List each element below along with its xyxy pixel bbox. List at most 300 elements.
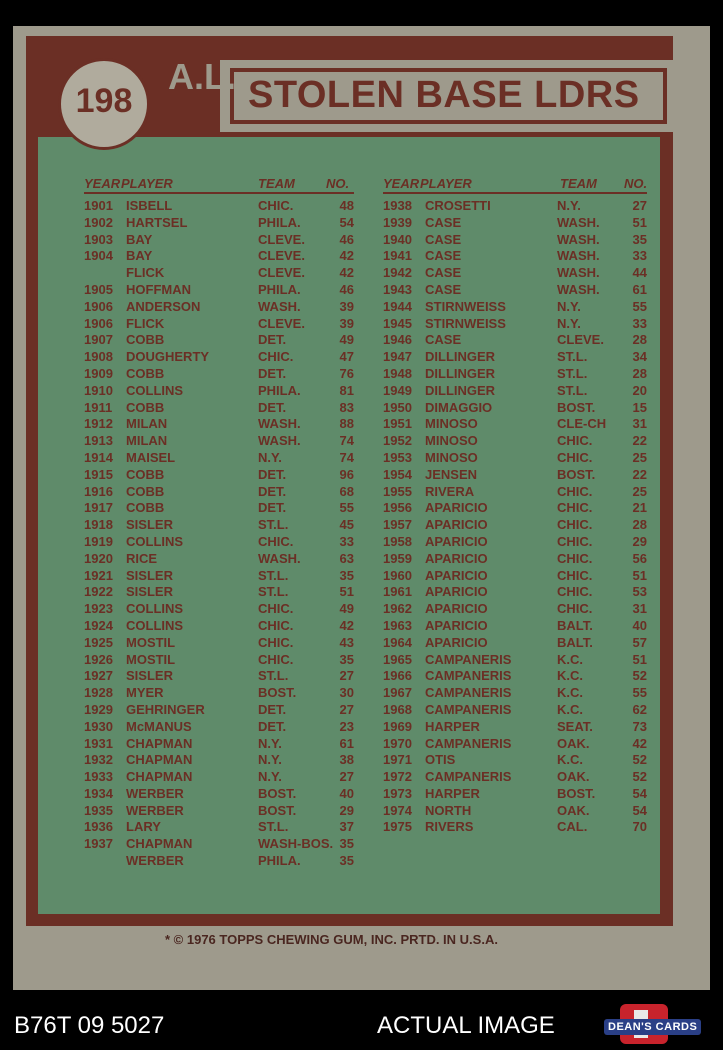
cell-team: K.C. (557, 668, 583, 684)
cell-team: CHIC. (557, 500, 593, 516)
deans-cards-logo-text: DEAN'S CARDS (604, 1019, 701, 1035)
cell-team: DET. (258, 399, 287, 415)
cell-team: N.Y. (258, 449, 282, 465)
table-row (84, 416, 354, 433)
cell-player: APARICIO (425, 601, 488, 617)
header-team-left: TEAM (258, 176, 295, 191)
cell-year: 1919 (84, 533, 113, 549)
cell-team: WASH. (557, 214, 600, 230)
cell-no: 35 (339, 853, 354, 869)
cell-player: COLLINS (126, 382, 184, 398)
cell-year: 1929 (84, 701, 113, 717)
cell-player: RIVERA (425, 483, 475, 499)
cell-team: DET. (258, 483, 287, 499)
cell-no: 48 (339, 198, 354, 213)
table-row (383, 803, 647, 820)
cell-no: 53 (632, 584, 647, 600)
cell-team: BOST. (258, 802, 297, 818)
cell-team: CHIC. (258, 198, 294, 213)
cell-player: RICE (126, 550, 158, 566)
cell-player: CAMPANERIS (425, 701, 512, 717)
cell-year: 1948 (383, 365, 412, 381)
cell-no: 40 (632, 617, 647, 633)
cell-team: DET. (258, 466, 287, 482)
table-row (383, 467, 647, 484)
cell-player: CASE (425, 265, 462, 281)
cell-player: SISLER (126, 668, 173, 684)
cell-player: GEHRINGER (126, 701, 205, 717)
cell-team: N.Y. (258, 769, 282, 785)
cell-player: COLLINS (126, 617, 184, 633)
cell-no: 37 (339, 819, 354, 835)
cell-no: 51 (632, 567, 647, 583)
cell-team: CHIC. (258, 634, 294, 650)
cell-year: 1971 (383, 752, 412, 768)
cell-player: FLICK (126, 315, 165, 331)
table-row (84, 450, 354, 467)
cell-no: 70 (632, 819, 647, 835)
cell-no: 51 (339, 584, 354, 600)
cell-year: 1943 (383, 281, 412, 297)
table-row (84, 752, 354, 769)
cell-year: 1924 (84, 617, 113, 633)
cell-no: 39 (339, 315, 354, 331)
table-row (383, 299, 647, 316)
table-row (383, 198, 647, 215)
cell-team: CLEVE. (557, 332, 604, 348)
cell-no: 25 (632, 483, 647, 499)
cell-year: 1964 (383, 634, 412, 650)
cell-year: 1955 (383, 483, 412, 499)
table-row (383, 500, 647, 517)
table-row (84, 198, 354, 215)
cell-team: BALT. (557, 617, 593, 633)
cell-no: 21 (632, 500, 647, 516)
cell-player: CHAPMAN (126, 752, 193, 768)
cell-player: DILLINGER (425, 349, 496, 365)
table-row (383, 668, 647, 685)
league-label: A.L. (168, 56, 236, 97)
cell-year: 1912 (84, 416, 113, 432)
cell-player: APARICIO (425, 617, 488, 633)
cell-team: PHILA. (258, 281, 301, 297)
table-row (383, 702, 647, 719)
cell-year: 1935 (84, 802, 113, 818)
cell-year: 1950 (383, 399, 412, 415)
table-row (84, 500, 354, 517)
cell-player: CHAPMAN (126, 836, 193, 852)
cell-year: 1932 (84, 752, 113, 768)
cell-no: 20 (632, 382, 647, 398)
table-row (383, 736, 647, 753)
cell-year: 1923 (84, 601, 113, 617)
cell-no: 49 (339, 601, 354, 617)
cell-team: PHILA. (258, 382, 301, 398)
cell-year: 1947 (383, 349, 412, 365)
table-row (383, 786, 647, 803)
table-row (383, 752, 647, 769)
cell-player: COBB (126, 466, 165, 482)
cell-team: CLEVE. (258, 248, 305, 264)
cell-player: CAMPANERIS (425, 769, 512, 785)
cell-no: 74 (339, 449, 354, 465)
cell-year: 1957 (383, 517, 412, 533)
cell-player: SISLER (126, 567, 173, 583)
cell-year: 1921 (84, 567, 113, 583)
table-row (84, 702, 354, 719)
cell-team: WASH. (258, 416, 301, 432)
cell-no: 22 (632, 433, 647, 449)
cell-year: 1949 (383, 382, 412, 398)
table-row (84, 618, 354, 635)
cell-no: 61 (632, 281, 647, 297)
cell-player: STIRNWEISS (425, 315, 506, 331)
cell-year: 1938 (383, 198, 412, 213)
cell-team: N.Y. (557, 198, 581, 213)
cell-year: 1975 (383, 819, 412, 835)
cell-player: COLLINS (126, 601, 184, 617)
cell-team: K.C. (557, 651, 583, 667)
cell-player: MILAN (126, 416, 168, 432)
cell-team: WASH. (557, 265, 600, 281)
cell-year: 1934 (84, 785, 113, 801)
cell-team: DET. (258, 500, 287, 516)
cell-year: 1914 (84, 449, 113, 465)
cell-player: CAMPANERIS (425, 668, 512, 684)
cell-team: DET. (258, 718, 287, 734)
cell-team: CHIC. (557, 584, 593, 600)
cell-no: 83 (339, 399, 354, 415)
cell-no: 52 (632, 752, 647, 768)
table-row (84, 215, 354, 232)
cell-player: COBB (126, 500, 165, 516)
cell-player: APARICIO (425, 517, 488, 533)
cell-team: CHIC. (258, 617, 294, 633)
cell-no: 27 (632, 198, 647, 213)
table-row (383, 282, 647, 299)
cell-no: 38 (339, 752, 354, 768)
cell-player: WERBER (126, 853, 184, 869)
cell-player: SISLER (126, 584, 173, 600)
cell-year: 1917 (84, 500, 113, 516)
cell-year: 1925 (84, 634, 113, 650)
cell-player: BAY (126, 231, 153, 247)
table-row (383, 819, 647, 836)
cell-player: COLLINS (126, 533, 184, 549)
cell-no: 42 (339, 248, 354, 264)
cell-no: 31 (632, 601, 647, 617)
cell-team: CHIC. (258, 533, 294, 549)
cell-no: 47 (339, 349, 354, 365)
header-no-left: NO. (326, 176, 350, 191)
cell-no: 57 (632, 634, 647, 650)
cell-team: CHIC. (557, 567, 593, 583)
cell-team: K.C. (557, 701, 583, 717)
right-leader-list (383, 198, 647, 836)
cell-player: CASE (425, 248, 462, 264)
table-row (383, 551, 647, 568)
cell-player: CAMPANERIS (425, 685, 512, 701)
cell-team: DET. (258, 332, 287, 348)
cell-year: 1939 (383, 214, 412, 230)
header-team-right: TEAM (560, 176, 597, 191)
cell-no: 27 (339, 701, 354, 717)
cell-team: CHIC. (557, 533, 593, 549)
table-row (84, 786, 354, 803)
cell-team: PHILA. (258, 214, 301, 230)
table-row (84, 635, 354, 652)
cell-no: 35 (632, 231, 647, 247)
cell-no: 35 (339, 567, 354, 583)
cell-player: COBB (126, 332, 165, 348)
cell-year: 1907 (84, 332, 113, 348)
cell-team: CHIC. (557, 449, 593, 465)
cell-no: 44 (632, 265, 647, 281)
cell-no: 42 (339, 265, 354, 281)
cell-team: WASH-BOS. (258, 836, 334, 852)
cell-player: ANDERSON (126, 298, 201, 314)
cell-year: 1960 (383, 567, 412, 583)
cell-team: BALT. (557, 634, 593, 650)
cell-no: 23 (339, 718, 354, 734)
cell-no: 39 (339, 298, 354, 314)
table-row (84, 736, 354, 753)
cell-year: 1941 (383, 248, 412, 264)
table-row (84, 517, 354, 534)
cell-team: CHIC. (557, 550, 593, 566)
cell-year: 1915 (84, 466, 113, 482)
table-row (84, 819, 354, 836)
cell-team: CHIC. (258, 349, 294, 365)
cell-year: 1972 (383, 769, 412, 785)
cell-player: MINOSO (425, 433, 478, 449)
cell-no: 74 (339, 433, 354, 449)
copyright-footer: * © 1976 TOPPS CHEWING GUM, INC. PRTD. IN U.S.A. (165, 932, 498, 947)
cell-player: CHAPMAN (126, 769, 193, 785)
cell-team: CAL. (557, 819, 588, 835)
table-row (383, 652, 647, 669)
cell-team: OAK. (557, 802, 590, 818)
table-row (383, 433, 647, 450)
cell-no: 33 (339, 533, 354, 549)
cell-player: MOSTIL (126, 634, 176, 650)
cell-year: 1937 (84, 836, 113, 852)
cell-no: 54 (632, 785, 647, 801)
cell-team: BOST. (258, 785, 297, 801)
table-row (383, 601, 647, 618)
table-row (383, 316, 647, 333)
cell-team: OAK. (557, 735, 590, 751)
cell-no: 28 (632, 332, 647, 348)
table-row (84, 383, 354, 400)
table-row (383, 450, 647, 467)
cell-player: CASE (425, 332, 462, 348)
cell-no: 33 (632, 248, 647, 264)
cell-team: OAK. (557, 769, 590, 785)
cell-no: 62 (632, 701, 647, 717)
cell-player: WERBER (126, 785, 184, 801)
header-year-left: YEAR (84, 176, 121, 191)
table-row (383, 584, 647, 601)
cell-player: WERBER (126, 802, 184, 818)
cell-team: N.Y. (557, 298, 581, 314)
table-row (84, 467, 354, 484)
cell-player: APARICIO (425, 500, 488, 516)
cell-no: 27 (339, 668, 354, 684)
cell-player: MAISEL (126, 449, 176, 465)
cell-team: K.C. (557, 685, 583, 701)
cell-year: 1942 (383, 265, 412, 281)
cell-team: ST.L. (557, 382, 588, 398)
cell-year: 1963 (383, 617, 412, 633)
cell-player: McMANUS (126, 718, 192, 734)
table-row (84, 400, 354, 417)
cell-no: 52 (632, 668, 647, 684)
cell-player: OTIS (425, 752, 456, 768)
cell-year: 1909 (84, 365, 113, 381)
cell-no: 68 (339, 483, 354, 499)
cell-no: 28 (632, 517, 647, 533)
cell-year: 1969 (383, 718, 412, 734)
table-row (383, 400, 647, 417)
cell-player: COBB (126, 399, 165, 415)
cell-year: 1920 (84, 550, 113, 566)
table-row (84, 803, 354, 820)
cell-year: 1926 (84, 651, 113, 667)
cell-team: ST.L. (258, 517, 289, 533)
cell-player: HARPER (425, 785, 480, 801)
cell-team: BOST. (557, 399, 596, 415)
cell-player: APARICIO (425, 567, 488, 583)
cell-player: SISLER (126, 517, 173, 533)
cell-team: WASH. (258, 298, 301, 314)
cell-player: APARICIO (425, 584, 488, 600)
cell-no: 30 (339, 685, 354, 701)
cell-year: 1945 (383, 315, 412, 331)
cell-player: MYER (126, 685, 164, 701)
cell-no: 55 (339, 500, 354, 516)
cell-team: N.Y. (557, 315, 581, 331)
cell-year: 1933 (84, 769, 113, 785)
cell-player: DOUGHERTY (126, 349, 210, 365)
cell-year: 1918 (84, 517, 113, 533)
card-number: 198 (75, 82, 133, 120)
cell-player: ISBELL (126, 198, 173, 213)
cell-no: 45 (339, 517, 354, 533)
cell-no: 22 (632, 466, 647, 482)
cell-player: STIRNWEISS (425, 298, 506, 314)
cell-no: 81 (339, 382, 354, 398)
cell-team: WASH. (557, 231, 600, 247)
cell-team: N.Y. (258, 735, 282, 751)
header-player-left: PLAYER (121, 176, 173, 191)
table-row (84, 433, 354, 450)
cell-no: 35 (339, 651, 354, 667)
cell-year: 1936 (84, 819, 113, 835)
table-row (84, 853, 354, 870)
cell-year: 1961 (383, 584, 412, 600)
cell-year: 1970 (383, 735, 412, 751)
table-row (84, 349, 354, 366)
inventory-id: B76T 09 5027 (14, 1012, 165, 1039)
table-row (84, 601, 354, 618)
cell-year: 1931 (84, 735, 113, 751)
cell-year: 1928 (84, 685, 113, 701)
cell-no: 88 (339, 416, 354, 432)
cell-no: 51 (632, 651, 647, 667)
cell-team: BOST. (557, 785, 596, 801)
table-row (383, 769, 647, 786)
cell-no: 73 (632, 718, 647, 734)
cell-year: 1916 (84, 483, 113, 499)
header-no-right: NO. (624, 176, 648, 191)
cell-player: APARICIO (425, 550, 488, 566)
cell-player: NORTH (425, 802, 472, 818)
table-row (383, 265, 647, 282)
table-row (383, 484, 647, 501)
cell-team: ST.L. (557, 349, 588, 365)
table-row (84, 316, 354, 333)
cell-player: JENSEN (425, 466, 478, 482)
cell-team: N.Y. (258, 752, 282, 768)
cell-year: 1951 (383, 416, 412, 432)
table-row (84, 769, 354, 786)
table-row (84, 584, 354, 601)
cell-year: 1953 (383, 449, 412, 465)
cell-year: 1973 (383, 785, 412, 801)
cell-team: CLEVE. (258, 315, 305, 331)
cell-year: 1974 (383, 802, 412, 818)
cell-player: CAMPANERIS (425, 651, 512, 667)
cell-team: WASH. (258, 433, 301, 449)
cell-no: 49 (339, 332, 354, 348)
cell-year: 1908 (84, 349, 113, 365)
cell-team: ST.L. (258, 668, 289, 684)
cell-no: 52 (632, 769, 647, 785)
left-leader-list (84, 198, 354, 870)
cell-no: 54 (339, 214, 354, 230)
cell-no: 46 (339, 281, 354, 297)
cell-player: MINOSO (425, 449, 478, 465)
table-row (383, 366, 647, 383)
cell-team: PHILA. (258, 853, 301, 869)
cell-team: DET. (258, 701, 287, 717)
cell-player: DIMAGGIO (425, 399, 493, 415)
cell-no: 43 (339, 634, 354, 650)
table-row (383, 232, 647, 249)
table-row (383, 685, 647, 702)
cell-no: 61 (339, 735, 354, 751)
cell-year: 1922 (84, 584, 113, 600)
cell-team: ST.L. (557, 365, 588, 381)
table-row (383, 383, 647, 400)
cell-player: CHAPMAN (126, 735, 193, 751)
cell-team: WASH. (258, 550, 301, 566)
table-row (84, 534, 354, 551)
cell-team: CLEVE. (258, 265, 305, 281)
cell-year: 1967 (383, 685, 412, 701)
cell-team: ST.L. (258, 567, 289, 583)
table-row (84, 668, 354, 685)
cell-team: WASH. (557, 248, 600, 264)
cell-year: 1904 (84, 248, 113, 264)
cell-no: 42 (339, 617, 354, 633)
cell-year: 1962 (383, 601, 412, 617)
table-row (383, 618, 647, 635)
cell-player: BAY (126, 248, 153, 264)
table-row (84, 568, 354, 585)
cell-player: CASE (425, 231, 462, 247)
